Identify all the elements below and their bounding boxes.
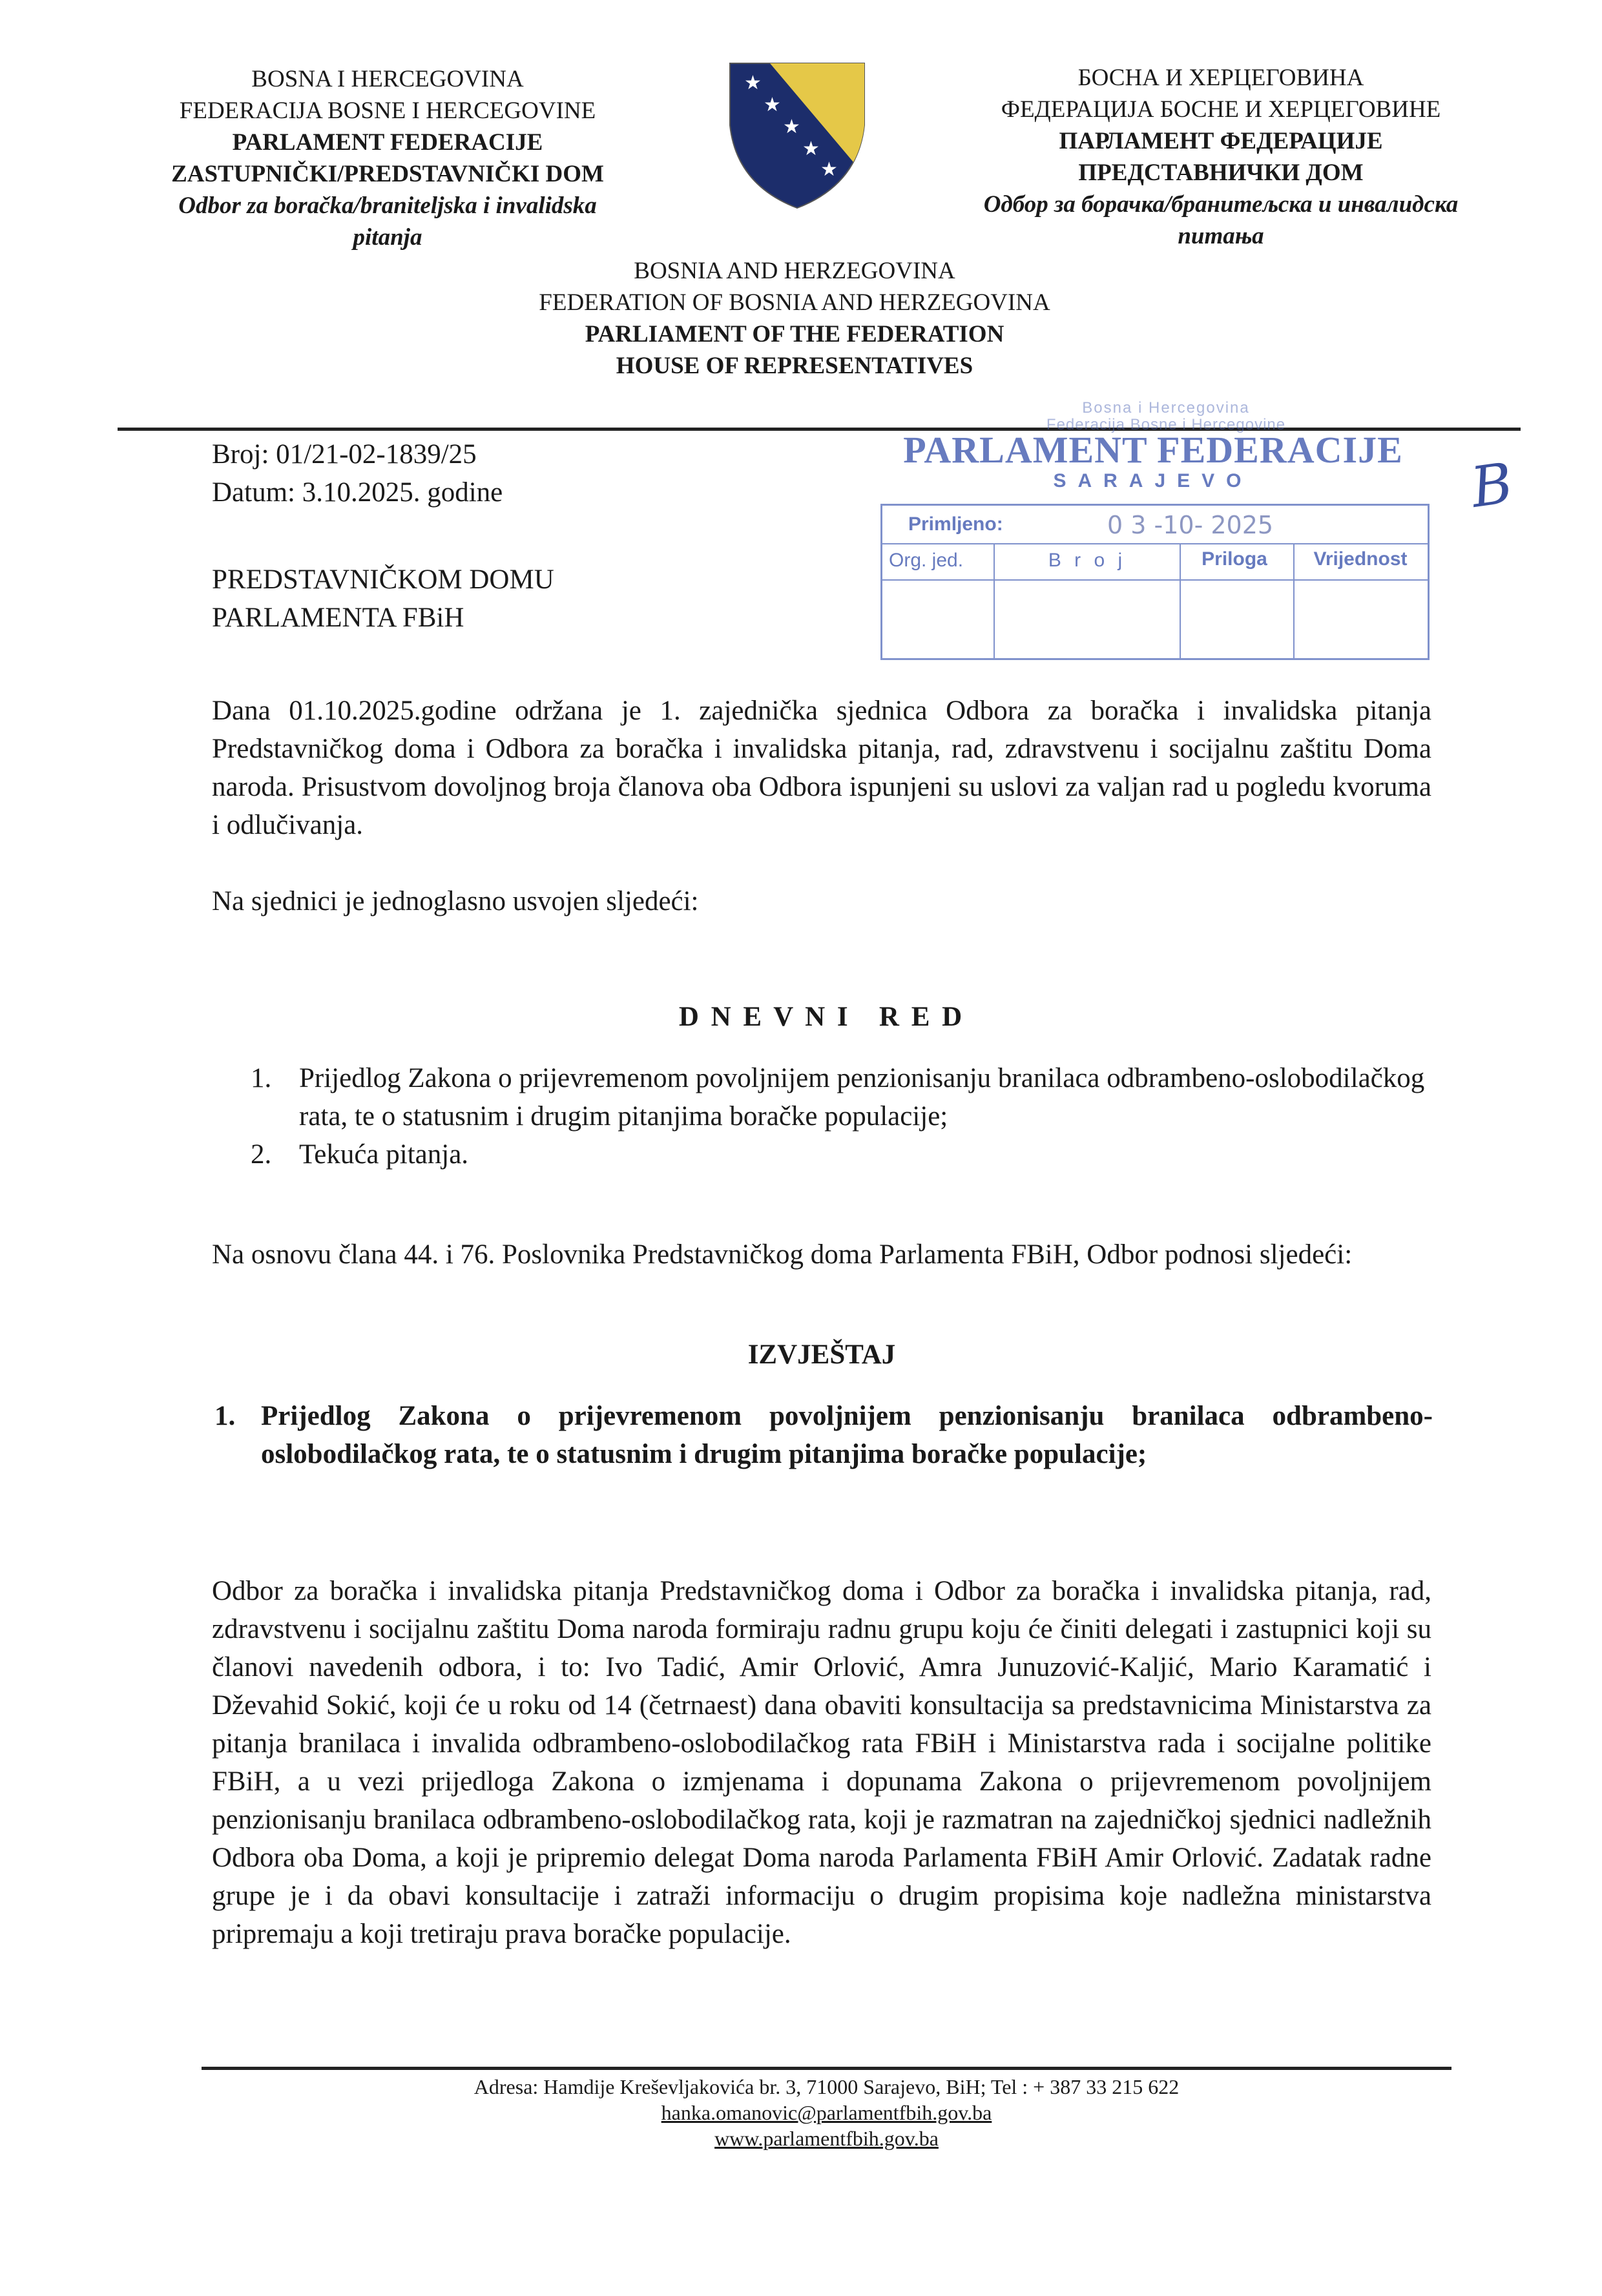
stamp-divider	[1293, 543, 1295, 658]
agenda-list	[251, 1059, 1433, 1174]
document-number: Broj: 01/21-02-1839/25	[212, 439, 477, 470]
stamp-divider	[1180, 543, 1181, 658]
stamp-received-date: 0 3 -10- 2025	[1107, 511, 1274, 539]
coat-of-arms-icon	[729, 62, 866, 209]
footer-email-link[interactable]: hanka.omanovic@parlamentfbih.gov.ba	[661, 2101, 992, 2124]
agenda-item-number: 2.	[251, 1139, 272, 1170]
stamp-city: SARAJEVO	[1053, 470, 1253, 491]
adopted-line: Na sjednici je jednoglasno usvojen sljedeći:	[212, 886, 699, 916]
agenda-title: D N E V N I R E D	[678, 1002, 965, 1032]
stamp-col-priloga: Priloga	[1202, 548, 1267, 570]
report-title: IZVJEŠTAJ	[747, 1339, 896, 1370]
agenda-item-text: Tekuća pitanja.	[299, 1139, 469, 1170]
recipient-line: PREDSTAVNIČKOM DOMU	[212, 564, 554, 595]
stamp-line1: Bosna i Hercegovina	[1082, 399, 1250, 417]
footer-divider	[202, 2067, 1451, 2070]
recipient	[212, 561, 793, 637]
header-latin-line: pitanja	[353, 224, 422, 251]
stamp-col-org: Org. jed.	[889, 550, 964, 571]
agenda-item-number: 1.	[251, 1063, 272, 1093]
header-cyrillic-line: ПРЕДСТАВНИЧКИ ДОМ	[1078, 160, 1364, 186]
header-latin-line: ZASTUPNIČKI/PREDSTAVNIČKI DOM	[171, 161, 604, 187]
header-cyrillic-line: Одбор за борачка/бранитељска и инвалидска	[983, 191, 1459, 218]
receipt-stamp	[875, 399, 1431, 664]
intro-paragraph: Dana 01.10.2025.godine održana je 1. zajednička sjednica Odbora za boračka i invalidska pitanja Predstavničkog doma i Odbora za boračka i invalidska pitanja, rad, zdravstvenu i socijalnu zaštitu Doma naroda. Prisustvom dovoljnog broja članova oba Odbora ispunjeni su uslovi za valjan rad u pogledu kvoruma i odlučivanja.	[212, 696, 1431, 840]
header-english-line: FEDERATION OF BOSNIA AND HERZEGOVINA	[539, 289, 1050, 316]
svg-text:★: ★	[744, 72, 762, 94]
handwritten-mark: B	[1467, 451, 1517, 521]
stamp-received-row	[882, 506, 1428, 544]
header-english	[446, 255, 1143, 382]
footer-address: Adresa: Hamdije Kreševljakovića br. 3, 71000 Sarajevo, BiH; Tel : + 387 33 215 622	[473, 2075, 1180, 2098]
header-cyrillic	[930, 62, 1512, 252]
header-english-line: BOSNIA AND HERZEGOVINA	[634, 258, 955, 284]
stamp-col-broj: B r o j	[1048, 550, 1127, 571]
basis-paragraph: Na osnovu člana 44. i 76. Poslovnika Predstavničkog doma Parlamenta FBiH, Odbor podnosi sljedeći:	[212, 1239, 1353, 1270]
header-english-line: HOUSE OF REPRESENTATIVES	[616, 353, 973, 379]
document-date: Datum: 3.10.2025. godine	[212, 477, 503, 508]
stamp-title: PARLAMENT FEDERACIJE	[903, 429, 1403, 471]
recipient-line: PARLAMENTA FBiH	[212, 603, 464, 633]
header-latin-line: FEDERACIJA BOSNE I HERCEGOVINE	[179, 98, 596, 124]
svg-text:★: ★	[764, 94, 781, 116]
footer-website-link[interactable]: www.parlamentfbih.gov.ba	[714, 2127, 939, 2150]
header-english-line: PARLIAMENT OF THE FEDERATION	[585, 321, 1004, 347]
header-latin-line: BOSNA I HERCEGOVINA	[251, 66, 524, 92]
header-cyrillic-line: питања	[1178, 223, 1264, 249]
agenda-item-text: Prijedlog Zakona o prijevremenom povoljnijem penzionisanju branilaca odbrambeno-oslobodilačkog rata, te o statusnim i drugim pitanjima boračke populacije;	[299, 1063, 1425, 1132]
header-cyrillic-line: ПАРЛАМЕНТ ФЕДЕРАЦИЈЕ	[1059, 128, 1383, 154]
document-meta	[212, 435, 729, 512]
report-paragraph: Odbor za boračka i invalidska pitanja Predstavničkog doma i Odbor za boračka i invalidska pitanja, rad, zdravstvenu i socijalnu zaštitu Doma naroda formiraju radnu grupu koju će činiti delegati i zastupnici koji su članovi navedenih odbora, i to: Ivo Tadić, Amir Orlović, Amra Junuzović-Kaljić, Mario Karamatić i Dževahid Sokić, koji će u roku od 14 (četrnaest) dana obaviti konsultacija sa predstavnicima Ministarstva za pitanja branilaca i invalida odbrambeno-oslobodilačkog rata FBiH i Ministarstva rada i socijalne politike FBiH, a u vezi prijedloga Zakona o izmjenama i dopunama Zakona o prijevremenom povoljnijem penzionisanju branilaca odbrambeno-oslobodilačkog rata, koji je razmatran na zajedničkoj sjednici nadležnih Odbora oba Doma, a koji je pripremio delegat Doma naroda Parlamenta FBiH Amir Orlović. Zadatak radne grupe je i da obavi konsultacije i zatraži informaciju o drugim propisima koje nadležna ministarstva pripremaju a koji tretiraju prava boračke populacije.	[212, 1576, 1431, 1949]
header-latin-line: PARLAMENT FEDERACIJE	[232, 129, 543, 156]
stamp-received-label: Primljeno:	[908, 513, 1003, 535]
agenda-item	[251, 1059, 1433, 1135]
header-cyrillic-line: БОСНА И ХЕРЦЕГОВИНА	[1077, 65, 1364, 91]
svg-text:★: ★	[820, 158, 838, 181]
report-item-heading	[214, 1397, 1433, 1473]
header-latin	[123, 63, 652, 253]
svg-text:★: ★	[802, 138, 820, 160]
header-cyrillic-line: ФЕДЕРАЦИЈА БОСНЕ И ХЕРЦЕГОВИНЕ	[1001, 96, 1441, 123]
stamp-columns-row	[882, 543, 1428, 581]
svg-text:★: ★	[783, 116, 800, 138]
footer	[202, 2074, 1451, 2151]
report-item-number: 1.	[214, 1401, 236, 1431]
stamp-col-vrijednost: Vrijednost	[1313, 548, 1408, 570]
report-item-title: Prijedlog Zakona o prijevremenom povoljnijem penzionisanju branilaca odbrambeno-oslobodilačkog rata, te o statusnim i drugim pitanjima boračke populacije;	[261, 1401, 1433, 1469]
stamp-line2: Federacija Bosne i Hercegovine	[1046, 416, 1286, 433]
stamp-divider	[993, 543, 995, 658]
header-latin-line: Odbor za boračka/braniteljska i invalidska	[178, 192, 597, 219]
agenda-item	[251, 1135, 1433, 1174]
stamp-box	[880, 504, 1430, 660]
